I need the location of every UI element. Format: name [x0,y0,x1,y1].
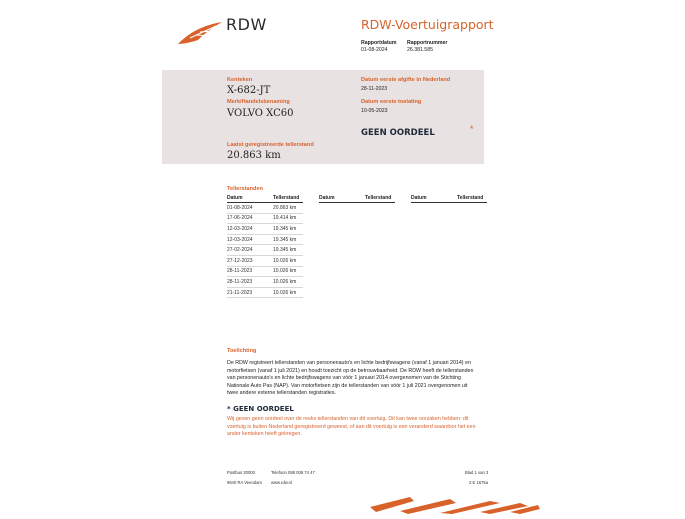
footer-blad: Blad 1 van 3 [465,470,489,475]
row-datum: 28-11-2023 [227,266,273,277]
col-tellerstand: Tellerstand [273,194,303,203]
footer-web-link[interactable]: www.rdw.nl [271,480,292,485]
merk-label: Merk/Handelsbenaming [227,99,290,105]
table-row [227,277,303,288]
toelichting-line: De RDW registreert tellerstanden van personenauto's en lichte bedrijfswagens (vanaf 1 januari 2014) en [227,360,471,366]
toelichting-line: motorfietsen (vanaf 1 juli 2021) en houdt toezicht op de betrouwbaarheid. De RDW heeft de tellerstanden [227,367,474,374]
datum-nl-label: Datum eerste afgifte in Nederland [361,77,451,83]
rapportdatum-value: 01-08-2024 [361,47,388,53]
table-row [227,255,303,266]
merk-value: VOLVO XC60 [227,108,294,119]
datum-toelating-value: 10-05-2023 [361,108,388,114]
decorative-stripes [370,493,540,514]
row-datum: 12-03-2024 [227,224,273,235]
rapportdatum-label: Rapportdatum [361,40,397,46]
logo-text: RDW [226,15,267,34]
geen-oordeel-heading: * GEEN OORDEEL [227,405,294,413]
col-tellerstand: Tellerstand [457,194,487,203]
col-datum: Datum [411,194,457,203]
vehicle-panel [162,70,484,164]
toelichting-heading: Toelichting [227,348,257,354]
tellerstanden-table-col2 [319,194,395,203]
toelichting-line: Nationale Auto Pas (NAP). Van motorfietsen zijn de tellerstanden van vóór 1 juli 2021 overgenomen uit [227,382,468,389]
col-tellerstand: Tellerstand [365,194,395,203]
toelichting-line: van personenauto's en lichte bedrijfswagens van vóór 1 januari 2014 overgenomen van de Stichting [227,375,461,382]
row-stand: 19.345 km [273,234,303,245]
row-stand: 19.345 km [273,245,303,256]
oordeel-line: voertuig is buiten Nederland geregistreerd geweest, of aan dit voertuig is een veranderd waardoor het een [227,423,476,430]
table-row [227,203,303,214]
tellerstand-value: 20.863 km [227,150,281,161]
row-datum: 21-11-2023 [227,287,273,298]
table-header-row [319,194,395,203]
oordeel-star: * [470,124,474,134]
rdw-logo-mark-icon [176,18,226,46]
table-row [227,266,303,277]
col-datum: Datum [227,194,273,203]
rapportnummer-value: 26.381.585 [407,47,433,53]
row-datum: 27-02-2024 [227,245,273,256]
table-header-row [411,194,487,203]
tellerstanden-heading: Tellerstanden [227,186,263,192]
col-datum: Datum [319,194,365,203]
toelichting-text [227,360,497,398]
kenteken-value: X-682-JT [227,85,271,96]
footer-telefoon: Telefoon 088 008 74 47 [271,470,315,475]
row-stand: 19.414 km [273,213,303,224]
table-header-row [227,194,303,203]
geen-oordeel-text [227,416,497,439]
datum-toelating-label: Datum eerste toelating [361,99,422,105]
row-stand: 10.026 km [273,255,303,266]
oordeel-line: Wij geven geen oordeel over de reeks tellerstanden van dit voertuig. Dit kan twee oorzaken hebben: dit [227,416,469,422]
row-stand: 10.026 km [273,287,303,298]
report-title: RDW-Voertuigrapport [361,17,494,32]
tellerstanden-table [227,194,303,298]
table-row [227,224,303,235]
table-row [227,234,303,245]
row-datum: 01-08-2024 [227,203,273,214]
orange-stripes-icon [370,493,540,514]
row-stand: 10.026 km [273,277,303,288]
footer-plaats: 9640 RA Veendam [227,480,262,485]
table-row [227,213,303,224]
row-datum: 27-12-2023 [227,255,273,266]
footer-postbus: Postbus 30000 [227,470,255,475]
oordeel-line: ander kenteken heeft gekregen. [227,431,302,438]
table-row [227,245,303,256]
table-row [227,287,303,298]
rapportnummer-label: Rapportnummer [407,40,448,46]
rdw-logo [176,18,226,46]
row-stand: 20.863 km [273,203,303,214]
row-datum: 12-03-2024 [227,234,273,245]
tellerstand-label: Laatst geregistreerde tellerstand [227,142,314,148]
row-stand: 10.026 km [273,266,303,277]
tellerstanden-table-col3 [411,194,487,203]
oordeel-badge: GEEN OORDEEL [361,128,435,138]
footer-code: 2 E 1675a [469,480,489,485]
row-datum: 28-11-2023 [227,277,273,288]
kenteken-label: Kenteken [227,77,253,83]
row-stand: 19.345 km [273,224,303,235]
toelichting-line: twee andere externe tellerstanden registraties. [227,390,336,397]
datum-nl-value: 28-11-2023 [361,86,388,92]
row-datum: 17-06-2024 [227,213,273,224]
